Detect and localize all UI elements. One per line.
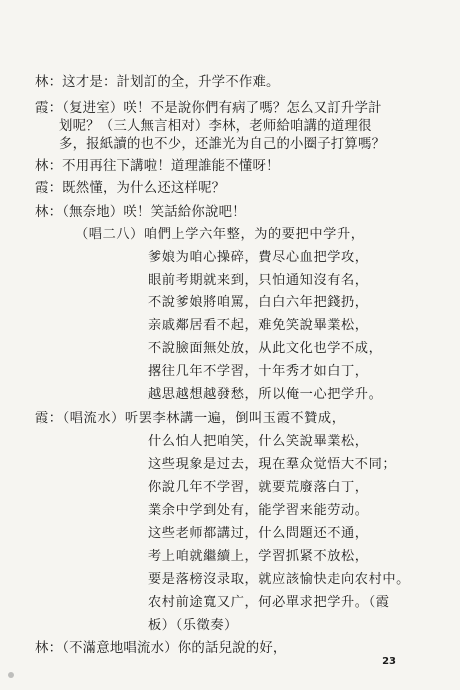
line-1: 林：这才是：計划訂的全，升学不作难。 [35,75,280,90]
page-number: 23 [382,656,396,667]
line-15: 越思越想越發愁，所以俺一心把学升。 [148,387,383,402]
line-17: 什么怕人把咱笑，什么笑說畢業松， [148,434,369,449]
line-6: 霞：既然懂，为什么还这样呢？ [35,181,226,196]
line-19: 你說几年不学習，就要荒廢落白丁， [148,480,369,495]
line-10: 眼前考期就来到，只怕通知沒有名， [148,273,369,288]
line-18: 这些現象是过去，現在羣众觉悟大不同； [148,457,397,472]
line-21: 这些老师都講过，什么問題还不通， [148,526,369,541]
line-4: 多，报紙讀的也不少，还誰光为自己的小圈子打算嗎？ [59,137,386,152]
scan-smudge [8,672,14,678]
line-13: 不說臉面無处放，从此文化也学不成， [148,341,383,356]
line-20: 業余中学到处有，能学習来能劳动。 [148,503,369,518]
line-22: 考上咱就繼續上，学習抓紧不放松， [148,549,369,564]
line-14: 撂往几年不学習，十年秀才如白丁， [148,364,369,379]
line-9: 爹娘为咱心操碎，費尽心血把学攻， [148,250,369,265]
line-2: 霞：（复进室）咲！不是說你們有病了嗎？怎么又訂升学計 [35,101,382,116]
line-23: 要是落榜沒录取，就应該愉快走向农村中。 [148,572,410,587]
line-12: 亲戚鄰居看不起，难免笑說畢業松， [148,318,369,333]
line-26: 林：（不滿意地唱流水）你的話兒說的好， [35,641,287,656]
line-24: 农村前途寬又广，何必單求把学升。（霞 [148,595,390,610]
line-8: （唱二八）咱們上学六年整，为的要把中学升， [75,227,365,242]
line-25: 板）（乐徵奏） [148,618,238,633]
line-5: 林：不用再往下講啦！道理誰能不懂呀！ [35,159,280,174]
line-16: 霞：（唱流水）听罢李林講一遍，倒叫玉霞不贊成， [35,411,346,426]
line-3: 划呢？（三人無言相对）李林，老师給咱講的道理很 [59,119,372,134]
line-7: 林：（無奈地）咲！笑話給你說吧！ [35,205,246,220]
line-11: 不說爹娘將咱罵，白白六年把錢扔， [148,295,369,310]
